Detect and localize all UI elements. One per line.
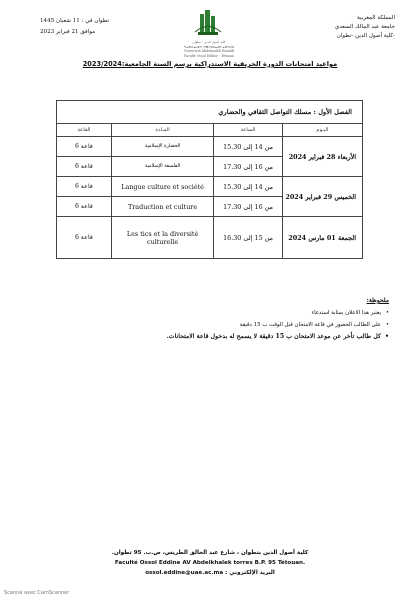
section-heading: الفصل الأول : مسلك التواصل الثقافي والحضاري — [57, 101, 363, 124]
room-cell: قاعة 6 — [57, 197, 112, 217]
room-cell: قاعة 6 — [57, 177, 112, 197]
note-item: كل طالب تأخر عن موعد الامتحان ب 15 دقيقة لا يسمح له بدخول قاعة الامتحانات. • — [59, 331, 389, 343]
date-line-gregorian: موافق 21 فبراير 2023 — [40, 29, 96, 35]
logo-caption-line: كلية أصول الدين - تطوان — [192, 40, 226, 44]
col-header-day: اليـوم — [282, 124, 362, 137]
date-header — [40, 16, 150, 38]
logo-caption-line: Université Abdelmalek Essaâdi — [183, 49, 235, 53]
header-line: جامعة عبد المالك السعدي — [334, 24, 395, 30]
note-item: على الطالب الحضور في قاعة الامتحان قبل الوقت ب 15 دقيقة • — [59, 319, 389, 331]
notes-title: ملحوظة: — [366, 297, 389, 304]
room-cell: قاعة 6 — [57, 217, 112, 259]
room-cell: قاعة 6 — [57, 157, 112, 177]
logo-caption — [170, 40, 248, 58]
scanner-watermark: Scanné avec CamScanner — [4, 590, 70, 596]
time-cell: من 14 إلى 15.30 — [214, 177, 282, 197]
subject-cell: Langue culture et société — [111, 177, 214, 197]
time-cell: من 14 إلى 15.30 — [214, 137, 282, 157]
note-item: يعتبر هذا الاعلان بمثابة استدعاء • — [59, 307, 389, 319]
subject-cell: Les tics et la diversité culturelle — [111, 217, 214, 259]
header-line: المملكة المغربية — [357, 15, 395, 21]
footer-email: البريد الإلكتروني : ossol.eddine@uae.ac.ma — [145, 570, 275, 576]
day-cell: الجمعة 01 مارس 2024 — [282, 217, 362, 259]
date-line-hijri: تطوان في : 11 شعبان 1445 — [40, 18, 110, 24]
header-line: كلية أصول الدين -تطوان- — [336, 33, 395, 39]
col-header-time: الساعة — [214, 124, 282, 137]
time-cell: من 16 إلى 17.30 — [214, 197, 282, 217]
institution-header — [275, 14, 395, 41]
room-cell: قاعة 6 — [57, 137, 112, 157]
notes-section — [59, 295, 389, 343]
logo-caption-line: Faculté Ossol Eddine - Tétouan — [183, 53, 235, 58]
subject-cell: الحضارة الإسلامية — [111, 137, 214, 157]
time-cell: من 16 إلى 17.30 — [214, 157, 282, 177]
day-cell: الخميس 29 فبراير 2024 — [282, 177, 362, 217]
subject-cell: Traduction et culture — [111, 197, 214, 217]
footer-line-arabic: كلية أصول الدين بتطوان ، شارع عبد الخالق الطريس، ص.ب. 95 تطوان. — [111, 550, 309, 556]
time-cell: من 15 إلى 16.30 — [214, 217, 282, 259]
footer-address — [110, 548, 310, 578]
footer-line-french: Faculté Ossol Eddine AV Abdelkhalek torres B.P. 95 Tétouan. — [114, 560, 306, 566]
page-title: مواعيد امتحانات الدورة الخريفية الاستدراكية برسم السنة الجامعية:2023/2024 — [82, 60, 338, 68]
subject-cell: الفلسفة الإسلامية — [111, 157, 214, 177]
col-header-room: القاعة — [57, 124, 112, 137]
col-header-subject: المـادة — [111, 124, 214, 137]
exam-schedule-table — [56, 100, 363, 259]
logo-caption-line: ⵜⴰⵙⴷⴰⵡⵉⵜ ⵄⴱⴷⵍⵎⴰⵍⴽ ⴰⵙⵄⴷⵉ — [183, 44, 235, 49]
day-cell: الأربعاء 28 فبراير 2024 — [282, 137, 362, 177]
